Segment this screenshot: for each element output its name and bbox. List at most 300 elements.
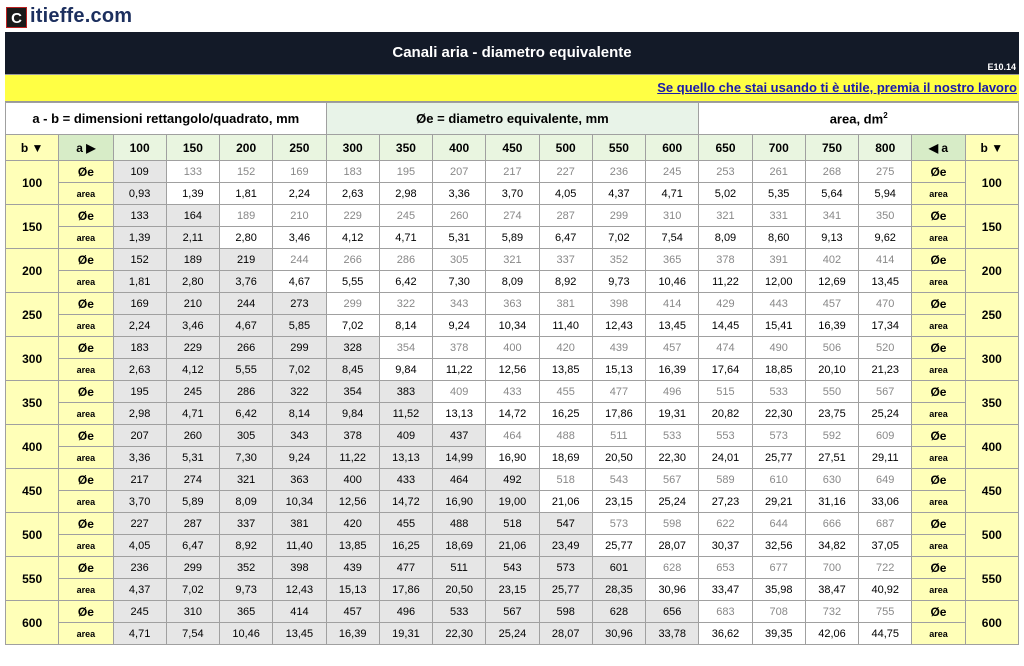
a-value-header: 550 xyxy=(592,135,645,161)
diameter-cell: 414 xyxy=(646,293,699,315)
support-link[interactable]: Se quello che stai usando ti è utile, premia il nostro lavoro xyxy=(657,80,1017,95)
area-cell: 16,39 xyxy=(805,315,858,337)
diameter-cell: 496 xyxy=(646,381,699,403)
diameter-cell: 152 xyxy=(113,249,166,271)
area-cell: 2,80 xyxy=(220,227,273,249)
area-cell: 29,11 xyxy=(859,447,912,469)
b-value-cell-right: 600 xyxy=(965,601,1018,645)
b-value-cell: 250 xyxy=(6,293,59,337)
area-cell: 3,70 xyxy=(113,491,166,513)
area-label-right: area xyxy=(912,359,965,381)
diameter-cell: 381 xyxy=(539,293,592,315)
area-cell: 25,77 xyxy=(752,447,805,469)
table-row-diameter xyxy=(6,557,1019,579)
area-label-right: area xyxy=(912,271,965,293)
area-cell: 13,85 xyxy=(539,359,592,381)
diameter-cell: 183 xyxy=(326,161,379,183)
area-cell: 9,24 xyxy=(433,315,486,337)
diameter-cell: 350 xyxy=(859,205,912,227)
area-cell: 17,86 xyxy=(592,403,645,425)
area-label-right: area xyxy=(912,183,965,205)
diameter-cell: 322 xyxy=(273,381,326,403)
diameter-cell: 287 xyxy=(539,205,592,227)
area-cell: 2,11 xyxy=(166,227,219,249)
area-cell: 5,35 xyxy=(752,183,805,205)
b-value-cell-right: 450 xyxy=(965,469,1018,513)
area-cell: 21,23 xyxy=(859,359,912,381)
diameter-cell: 433 xyxy=(379,469,432,491)
area-cell: 2,24 xyxy=(273,183,326,205)
area-label-right: area xyxy=(912,623,965,645)
diameter-cell: 490 xyxy=(752,337,805,359)
b-value-cell-right: 100 xyxy=(965,161,1018,205)
diameter-label-right: Øe xyxy=(912,513,965,535)
area-label: area xyxy=(59,271,113,293)
area-cell: 4,71 xyxy=(166,403,219,425)
diameter-cell: 506 xyxy=(805,337,858,359)
diameter-cell: 310 xyxy=(166,601,219,623)
area-cell: 19,31 xyxy=(379,623,432,645)
diameter-cell: 299 xyxy=(326,293,379,315)
area-cell: 13,13 xyxy=(433,403,486,425)
area-cell: 4,12 xyxy=(166,359,219,381)
area-cell: 14,72 xyxy=(486,403,539,425)
diameter-cell: 133 xyxy=(113,205,166,227)
table-row-area xyxy=(6,271,1019,293)
diameter-cell: 383 xyxy=(379,381,432,403)
table-row-area xyxy=(6,447,1019,469)
area-cell: 25,24 xyxy=(486,623,539,645)
diameter-cell: 464 xyxy=(433,469,486,491)
area-label: area xyxy=(59,359,113,381)
diameter-cell: 609 xyxy=(859,425,912,447)
diameter-cell: 628 xyxy=(592,601,645,623)
b-value-cell: 600 xyxy=(6,601,59,645)
diameter-label-right: Øe xyxy=(912,425,965,447)
area-label: area xyxy=(59,447,113,469)
b-value-cell-right: 500 xyxy=(965,513,1018,557)
area-cell: 16,90 xyxy=(486,447,539,469)
diameter-cell: 414 xyxy=(859,249,912,271)
area-cell: 9,84 xyxy=(326,403,379,425)
diameter-cell: 321 xyxy=(220,469,273,491)
area-cell: 16,25 xyxy=(379,535,432,557)
area-cell: 15,13 xyxy=(326,579,379,601)
area-cell: 12,43 xyxy=(592,315,645,337)
table-row-diameter xyxy=(6,381,1019,403)
area-cell: 4,71 xyxy=(646,183,699,205)
area-label: area xyxy=(59,491,113,513)
a-value-header: 650 xyxy=(699,135,752,161)
area-cell: 44,75 xyxy=(859,623,912,645)
diameter-cell: 378 xyxy=(699,249,752,271)
area-cell: 13,45 xyxy=(273,623,326,645)
b-value-cell: 200 xyxy=(6,249,59,293)
diameter-cell: 236 xyxy=(113,557,166,579)
diameter-cell: 477 xyxy=(592,381,645,403)
area-label-right: area xyxy=(912,403,965,425)
area-cell: 8,45 xyxy=(326,359,379,381)
diameter-cell: 455 xyxy=(379,513,432,535)
area-cell: 19,00 xyxy=(486,491,539,513)
diameter-cell: 109 xyxy=(113,161,166,183)
area-cell: 4,37 xyxy=(113,579,166,601)
a-value-header: 700 xyxy=(752,135,805,161)
diameter-cell: 164 xyxy=(166,205,219,227)
area-header-text: area, dm xyxy=(829,111,884,127)
diameter-cell: 381 xyxy=(273,513,326,535)
diameter-cell: 274 xyxy=(486,205,539,227)
diameter-cell: 229 xyxy=(166,337,219,359)
a-column-header: a ▶ xyxy=(59,135,113,161)
area-cell: 22,30 xyxy=(433,623,486,645)
diameter-cell: 409 xyxy=(379,425,432,447)
area-cell: 12,00 xyxy=(752,271,805,293)
diameter-cell: 683 xyxy=(699,601,752,623)
area-cell: 20,50 xyxy=(433,579,486,601)
a-value-header: 250 xyxy=(273,135,326,161)
area-cell: 5,94 xyxy=(859,183,912,205)
area-cell: 9,73 xyxy=(220,579,273,601)
area-cell: 5,89 xyxy=(166,491,219,513)
diameter-cell: 299 xyxy=(273,337,326,359)
table-row-area xyxy=(6,403,1019,425)
diameter-cell: 677 xyxy=(752,557,805,579)
diameter-label: Øe xyxy=(59,293,113,315)
area-cell: 7,54 xyxy=(166,623,219,645)
area-cell: 33,06 xyxy=(859,491,912,513)
area-cell: 12,56 xyxy=(486,359,539,381)
area-label-right: area xyxy=(912,491,965,513)
b-value-cell: 100 xyxy=(6,161,59,205)
area-cell: 33,78 xyxy=(646,623,699,645)
diameter-label: Øe xyxy=(59,513,113,535)
diameter-cell: 195 xyxy=(379,161,432,183)
diameter-cell: 321 xyxy=(699,205,752,227)
area-cell: 12,56 xyxy=(326,491,379,513)
area-cell: 27,51 xyxy=(805,447,858,469)
table-row-area xyxy=(6,579,1019,601)
area-cell: 6,47 xyxy=(166,535,219,557)
diameter-cell: 331 xyxy=(752,205,805,227)
area-cell: 5,02 xyxy=(699,183,752,205)
b-column-header-right: b ▼ xyxy=(965,135,1018,161)
area-cell: 6,47 xyxy=(539,227,592,249)
diameter-cell: 343 xyxy=(433,293,486,315)
diameter-cell: 245 xyxy=(113,601,166,623)
a-value-header: 350 xyxy=(379,135,432,161)
diameter-cell: 598 xyxy=(539,601,592,623)
area-cell: 8,92 xyxy=(220,535,273,557)
diameter-cell: 328 xyxy=(326,337,379,359)
diameter-cell: 477 xyxy=(379,557,432,579)
diameter-cell: 343 xyxy=(273,425,326,447)
diameter-cell: 268 xyxy=(805,161,858,183)
area-cell: 20,50 xyxy=(592,447,645,469)
area-cell: 23,49 xyxy=(539,535,592,557)
area-cell: 22,30 xyxy=(752,403,805,425)
area-cell: 30,96 xyxy=(592,623,645,645)
area-cell: 9,62 xyxy=(859,227,912,249)
area-cell: 12,69 xyxy=(805,271,858,293)
diameter-cell: 488 xyxy=(539,425,592,447)
diameter-cell: 439 xyxy=(592,337,645,359)
diameter-cell: 511 xyxy=(592,425,645,447)
area-cell: 40,92 xyxy=(859,579,912,601)
area-cell: 13,45 xyxy=(859,271,912,293)
diameter-cell: 464 xyxy=(486,425,539,447)
b-value-cell-right: 200 xyxy=(965,249,1018,293)
diameter-cell: 227 xyxy=(539,161,592,183)
b-value-cell-right: 150 xyxy=(965,205,1018,249)
logo-icon: C xyxy=(6,7,27,28)
diameter-cell: 470 xyxy=(859,293,912,315)
a-value-header: 600 xyxy=(646,135,699,161)
area-cell: 10,46 xyxy=(646,271,699,293)
group-header-row xyxy=(6,103,1019,135)
area-cell: 4,71 xyxy=(113,623,166,645)
table-row-area xyxy=(6,315,1019,337)
area-cell: 7,54 xyxy=(646,227,699,249)
diameter-cell: 244 xyxy=(273,249,326,271)
area-cell: 39,35 xyxy=(752,623,805,645)
area-cell: 19,31 xyxy=(646,403,699,425)
diameter-cell: 310 xyxy=(646,205,699,227)
table-row-diameter xyxy=(6,513,1019,535)
a-column-header-right: ◀ a xyxy=(912,135,965,161)
diameter-label-right: Øe xyxy=(912,469,965,491)
diameter-cell: 474 xyxy=(699,337,752,359)
diameter-cell: 378 xyxy=(326,425,379,447)
diameter-cell: 573 xyxy=(592,513,645,535)
diameter-cell: 592 xyxy=(805,425,858,447)
diameter-cell: 260 xyxy=(166,425,219,447)
area-cell: 2,24 xyxy=(113,315,166,337)
diameter-cell: 378 xyxy=(433,337,486,359)
diameter-cell: 299 xyxy=(166,557,219,579)
area-cell: 16,39 xyxy=(646,359,699,381)
table-row-area xyxy=(6,359,1019,381)
area-label: area xyxy=(59,623,113,645)
diameter-cell: 622 xyxy=(699,513,752,535)
area-cell: 7,30 xyxy=(220,447,273,469)
diameter-cell: 567 xyxy=(646,469,699,491)
diameter-cell: 341 xyxy=(805,205,858,227)
diameter-cell: 398 xyxy=(592,293,645,315)
area-cell: 5,31 xyxy=(433,227,486,249)
area-cell: 28,07 xyxy=(539,623,592,645)
a-value-header: 500 xyxy=(539,135,592,161)
table-row-area xyxy=(6,183,1019,205)
diameter-cell: 732 xyxy=(805,601,858,623)
diameter-cell: 219 xyxy=(220,249,273,271)
area-cell: 8,09 xyxy=(699,227,752,249)
area-cell: 28,07 xyxy=(646,535,699,557)
area-cell: 4,05 xyxy=(539,183,592,205)
diameter-cell: 457 xyxy=(805,293,858,315)
diameter-label: Øe xyxy=(59,381,113,403)
diameter-cell: 518 xyxy=(539,469,592,491)
diameter-cell: 321 xyxy=(486,249,539,271)
diameter-label-right: Øe xyxy=(912,161,965,183)
diameter-cell: 245 xyxy=(166,381,219,403)
area-cell: 15,41 xyxy=(752,315,805,337)
diameter-cell: 195 xyxy=(113,381,166,403)
area-cell: 14,72 xyxy=(379,491,432,513)
diameter-cell: 210 xyxy=(166,293,219,315)
area-label-right: area xyxy=(912,447,965,469)
area-cell: 8,09 xyxy=(486,271,539,293)
area-cell: 14,99 xyxy=(433,447,486,469)
diameter-cell: 550 xyxy=(805,381,858,403)
diameter-cell: 492 xyxy=(486,469,539,491)
area-cell: 20,82 xyxy=(699,403,752,425)
diameter-cell: 391 xyxy=(752,249,805,271)
diameter-cell: 245 xyxy=(379,205,432,227)
diameter-cell: 518 xyxy=(486,513,539,535)
area-cell: 21,06 xyxy=(539,491,592,513)
diameter-cell: 189 xyxy=(220,205,273,227)
area-cell: 10,34 xyxy=(486,315,539,337)
area-cell: 4,67 xyxy=(273,271,326,293)
a-value-header: 200 xyxy=(220,135,273,161)
a-value-header: 400 xyxy=(433,135,486,161)
area-cell: 8,09 xyxy=(220,491,273,513)
diameter-cell: 402 xyxy=(805,249,858,271)
area-cell: 5,64 xyxy=(805,183,858,205)
site-name[interactable]: itieffe.com xyxy=(30,5,133,27)
area-cell: 11,40 xyxy=(539,315,592,337)
area-cell: 4,12 xyxy=(326,227,379,249)
diameter-cell: 533 xyxy=(646,425,699,447)
diameter-cell: 352 xyxy=(592,249,645,271)
diameter-cell: 365 xyxy=(220,601,273,623)
area-cell: 11,22 xyxy=(433,359,486,381)
diameter-cell: 305 xyxy=(433,249,486,271)
area-cell: 4,67 xyxy=(220,315,273,337)
table-row-area xyxy=(6,623,1019,645)
area-cell: 9,24 xyxy=(273,447,326,469)
area-cell: 4,71 xyxy=(379,227,432,249)
diameter-cell: 354 xyxy=(379,337,432,359)
area-cell: 8,60 xyxy=(752,227,805,249)
a-value-header: 450 xyxy=(486,135,539,161)
a-value-header: 800 xyxy=(859,135,912,161)
table-row-diameter xyxy=(6,337,1019,359)
diameter-cell: 169 xyxy=(113,293,166,315)
area-cell: 7,02 xyxy=(592,227,645,249)
area-cell: 35,98 xyxy=(752,579,805,601)
diameter-cell: 687 xyxy=(859,513,912,535)
area-cell: 4,05 xyxy=(113,535,166,557)
table-row-diameter xyxy=(6,205,1019,227)
area-cell: 25,24 xyxy=(646,491,699,513)
diameter-label-right: Øe xyxy=(912,381,965,403)
diameter-cell: 183 xyxy=(113,337,166,359)
diameter-cell: 409 xyxy=(433,381,486,403)
area-cell: 13,85 xyxy=(326,535,379,557)
page-title: Canali aria - diametro equivalente xyxy=(392,44,632,61)
diameter-label: Øe xyxy=(59,161,113,183)
area-cell: 42,06 xyxy=(805,623,858,645)
sheet-code: E10.14 xyxy=(987,62,1016,72)
diameter-cell: 553 xyxy=(699,425,752,447)
table-row-diameter xyxy=(6,425,1019,447)
diameter-cell: 666 xyxy=(805,513,858,535)
area-cell: 1,39 xyxy=(166,183,219,205)
diameter-cell: 457 xyxy=(646,337,699,359)
diameter-label: Øe xyxy=(59,601,113,623)
b-value-cell: 150 xyxy=(6,205,59,249)
logo-bar xyxy=(0,0,1024,32)
area-cell: 17,34 xyxy=(859,315,912,337)
diameter-label: Øe xyxy=(59,205,113,227)
area-cell: 1,81 xyxy=(220,183,273,205)
diameter-cell: 437 xyxy=(433,425,486,447)
diameter-cell: 133 xyxy=(166,161,219,183)
area-label: area xyxy=(59,403,113,425)
diameter-cell: 286 xyxy=(379,249,432,271)
area-header-exponent: 2 xyxy=(883,110,888,120)
diameter-cell: 260 xyxy=(433,205,486,227)
diameter-label-right: Øe xyxy=(912,601,965,623)
b-value-cell: 550 xyxy=(6,557,59,601)
diameter-cell: 253 xyxy=(699,161,752,183)
group-header-diameter: Øe = diametro equivalente, mm xyxy=(326,103,699,135)
table-row-area xyxy=(6,535,1019,557)
area-cell: 6,42 xyxy=(220,403,273,425)
area-label-right: area xyxy=(912,227,965,249)
diameter-cell: 337 xyxy=(539,249,592,271)
diameter-cell: 299 xyxy=(592,205,645,227)
table-row-diameter xyxy=(6,293,1019,315)
diameter-label-right: Øe xyxy=(912,337,965,359)
title-bar xyxy=(5,32,1019,74)
a-value-header: 100 xyxy=(113,135,166,161)
diameter-label-right: Øe xyxy=(912,205,965,227)
diameter-cell: 354 xyxy=(326,381,379,403)
diameter-cell: 610 xyxy=(752,469,805,491)
diameter-cell: 207 xyxy=(113,425,166,447)
area-cell: 30,37 xyxy=(699,535,752,557)
a-value-header: 150 xyxy=(166,135,219,161)
area-cell: 5,85 xyxy=(273,315,326,337)
area-cell: 8,92 xyxy=(539,271,592,293)
area-cell: 22,30 xyxy=(646,447,699,469)
diameter-label: Øe xyxy=(59,337,113,359)
area-cell: 3,46 xyxy=(166,315,219,337)
diameter-label: Øe xyxy=(59,249,113,271)
table-row-diameter xyxy=(6,469,1019,491)
b-value-cell-right: 350 xyxy=(965,381,1018,425)
area-cell: 6,42 xyxy=(379,271,432,293)
diameter-cell: 363 xyxy=(486,293,539,315)
area-cell: 2,98 xyxy=(379,183,432,205)
table-row-diameter xyxy=(6,249,1019,271)
diameter-cell: 573 xyxy=(539,557,592,579)
diameter-cell: 275 xyxy=(859,161,912,183)
area-cell: 25,24 xyxy=(859,403,912,425)
diameter-cell: 443 xyxy=(752,293,805,315)
b-value-cell-right: 250 xyxy=(965,293,1018,337)
table-row-diameter xyxy=(6,161,1019,183)
area-cell: 13,13 xyxy=(379,447,432,469)
area-cell: 18,85 xyxy=(752,359,805,381)
area-label: area xyxy=(59,227,113,249)
area-cell: 5,55 xyxy=(326,271,379,293)
diameter-cell: 511 xyxy=(433,557,486,579)
diameter-cell: 755 xyxy=(859,601,912,623)
